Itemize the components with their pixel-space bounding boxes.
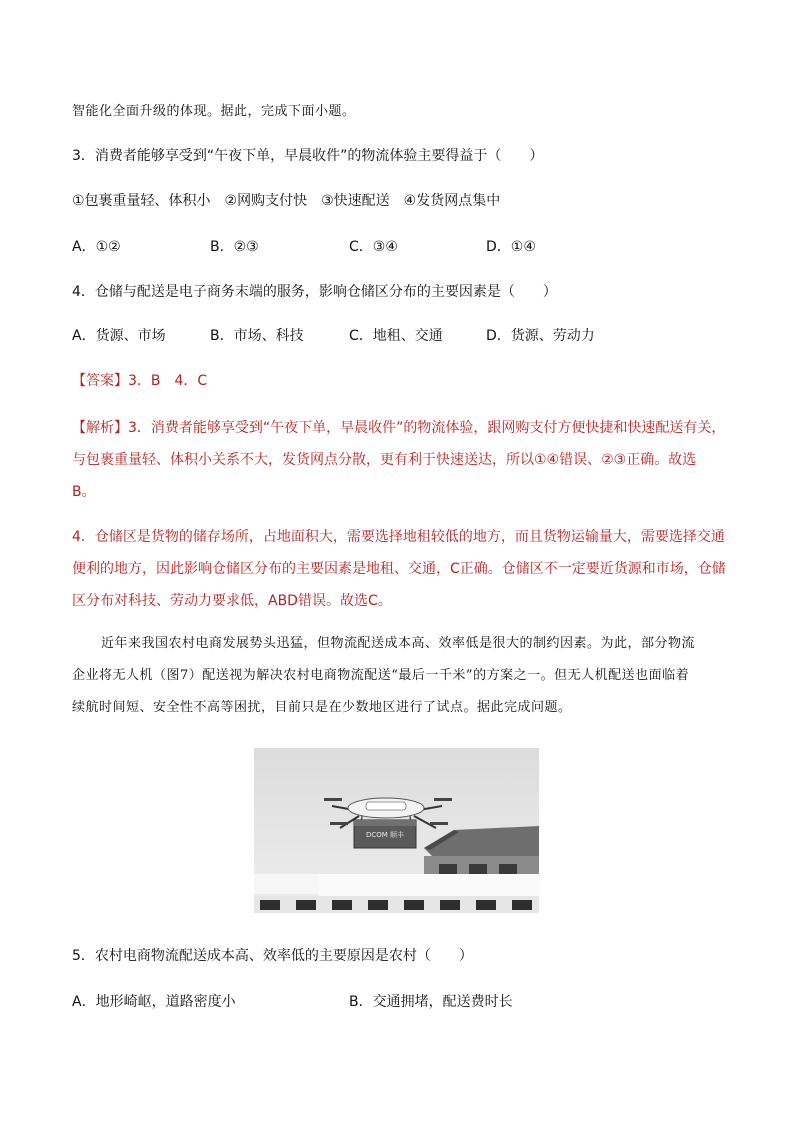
drone-delivery-photo [254, 748, 539, 913]
answer-label: 【答案】 [72, 373, 128, 389]
analysis-line-6: 区分布对科技、劳动力要求低，ABD错误。故选C。 [72, 593, 392, 609]
option-d: D．货源、劳动力 [486, 328, 595, 344]
option-b: B．②③ [210, 239, 259, 255]
analysis-line-4: 4．仓储区是货物的储存场所，占地面积大，需要选择地租较低的地方，而且货物运输量大，需要选择交通 [72, 529, 725, 545]
question-5-stem: 5．农村电商物流配送成本高、效率低的主要原因是农村（ ） [72, 948, 473, 964]
option-c: C．地租、交通 [349, 328, 443, 344]
analysis-line-3: B。 [72, 484, 96, 500]
option-b: B．交通拥堵，配送费时长 [349, 994, 513, 1010]
analysis-line-1: 【解析】3．消费者能够享受到“午夜下单，早晨收件”的物流体验，跟网购支付方便快捷和快速配送有关， [72, 420, 726, 436]
passage-line-1: 近年来我国农村电商发展势头迅猛，但物流配送成本高、效率低是很大的制约因素。为此，部分物流 [101, 636, 696, 651]
option-c: C．③④ [349, 239, 398, 255]
option-d: D．①④ [486, 239, 536, 255]
question-3-items: ①包裹重量轻、体积小 ②网购支付快 ③快速配送 ④发货网点集中 [72, 193, 501, 209]
analysis-label: 【解析】 [72, 420, 128, 436]
answer-text: 3．B 4．C [128, 373, 208, 389]
option-a: A．①② [72, 239, 121, 255]
option-b: B．市场、科技 [210, 328, 304, 344]
passage-line-2: 企业将无人机（图7）配送视为解决农村电商物流配送“最后一千米”的方案之一。但无人机配送也面临着 [72, 668, 690, 683]
question-3-stem: 3．消费者能够享受到“午夜下单，早晨收件”的物流体验主要得益于（ ） [72, 148, 544, 164]
intro-line: 智能化全面升级的体现。据此，完成下面小题。 [72, 104, 356, 119]
option-a: A．货源、市场 [72, 328, 166, 344]
box-label: DCOM 顺丰 [365, 831, 405, 839]
analysis-line-2: 与包裹重量轻、体积小关系不大，发货网点分散，更有利于快速送达，所以①④错误、②③正确。故选 [72, 452, 697, 468]
passage-line-3: 续航时间短、安全性不高等困扰，目前只是在少数地区进行了试点。据此完成问题。 [72, 700, 572, 715]
analysis-line-5: 便利的地方，因此影响仓储区分布的主要因素是地租、交通，C正确。仓储区不一定要近货源和市场，仓储 [72, 561, 726, 577]
option-a: A．地形崎岖，道路密度小 [72, 994, 236, 1010]
answer-line [72, 371, 207, 391]
question-4-stem: 4．仓储与配送是电子商务末端的服务，影响仓储区分布的主要因素是（ ） [72, 284, 557, 300]
